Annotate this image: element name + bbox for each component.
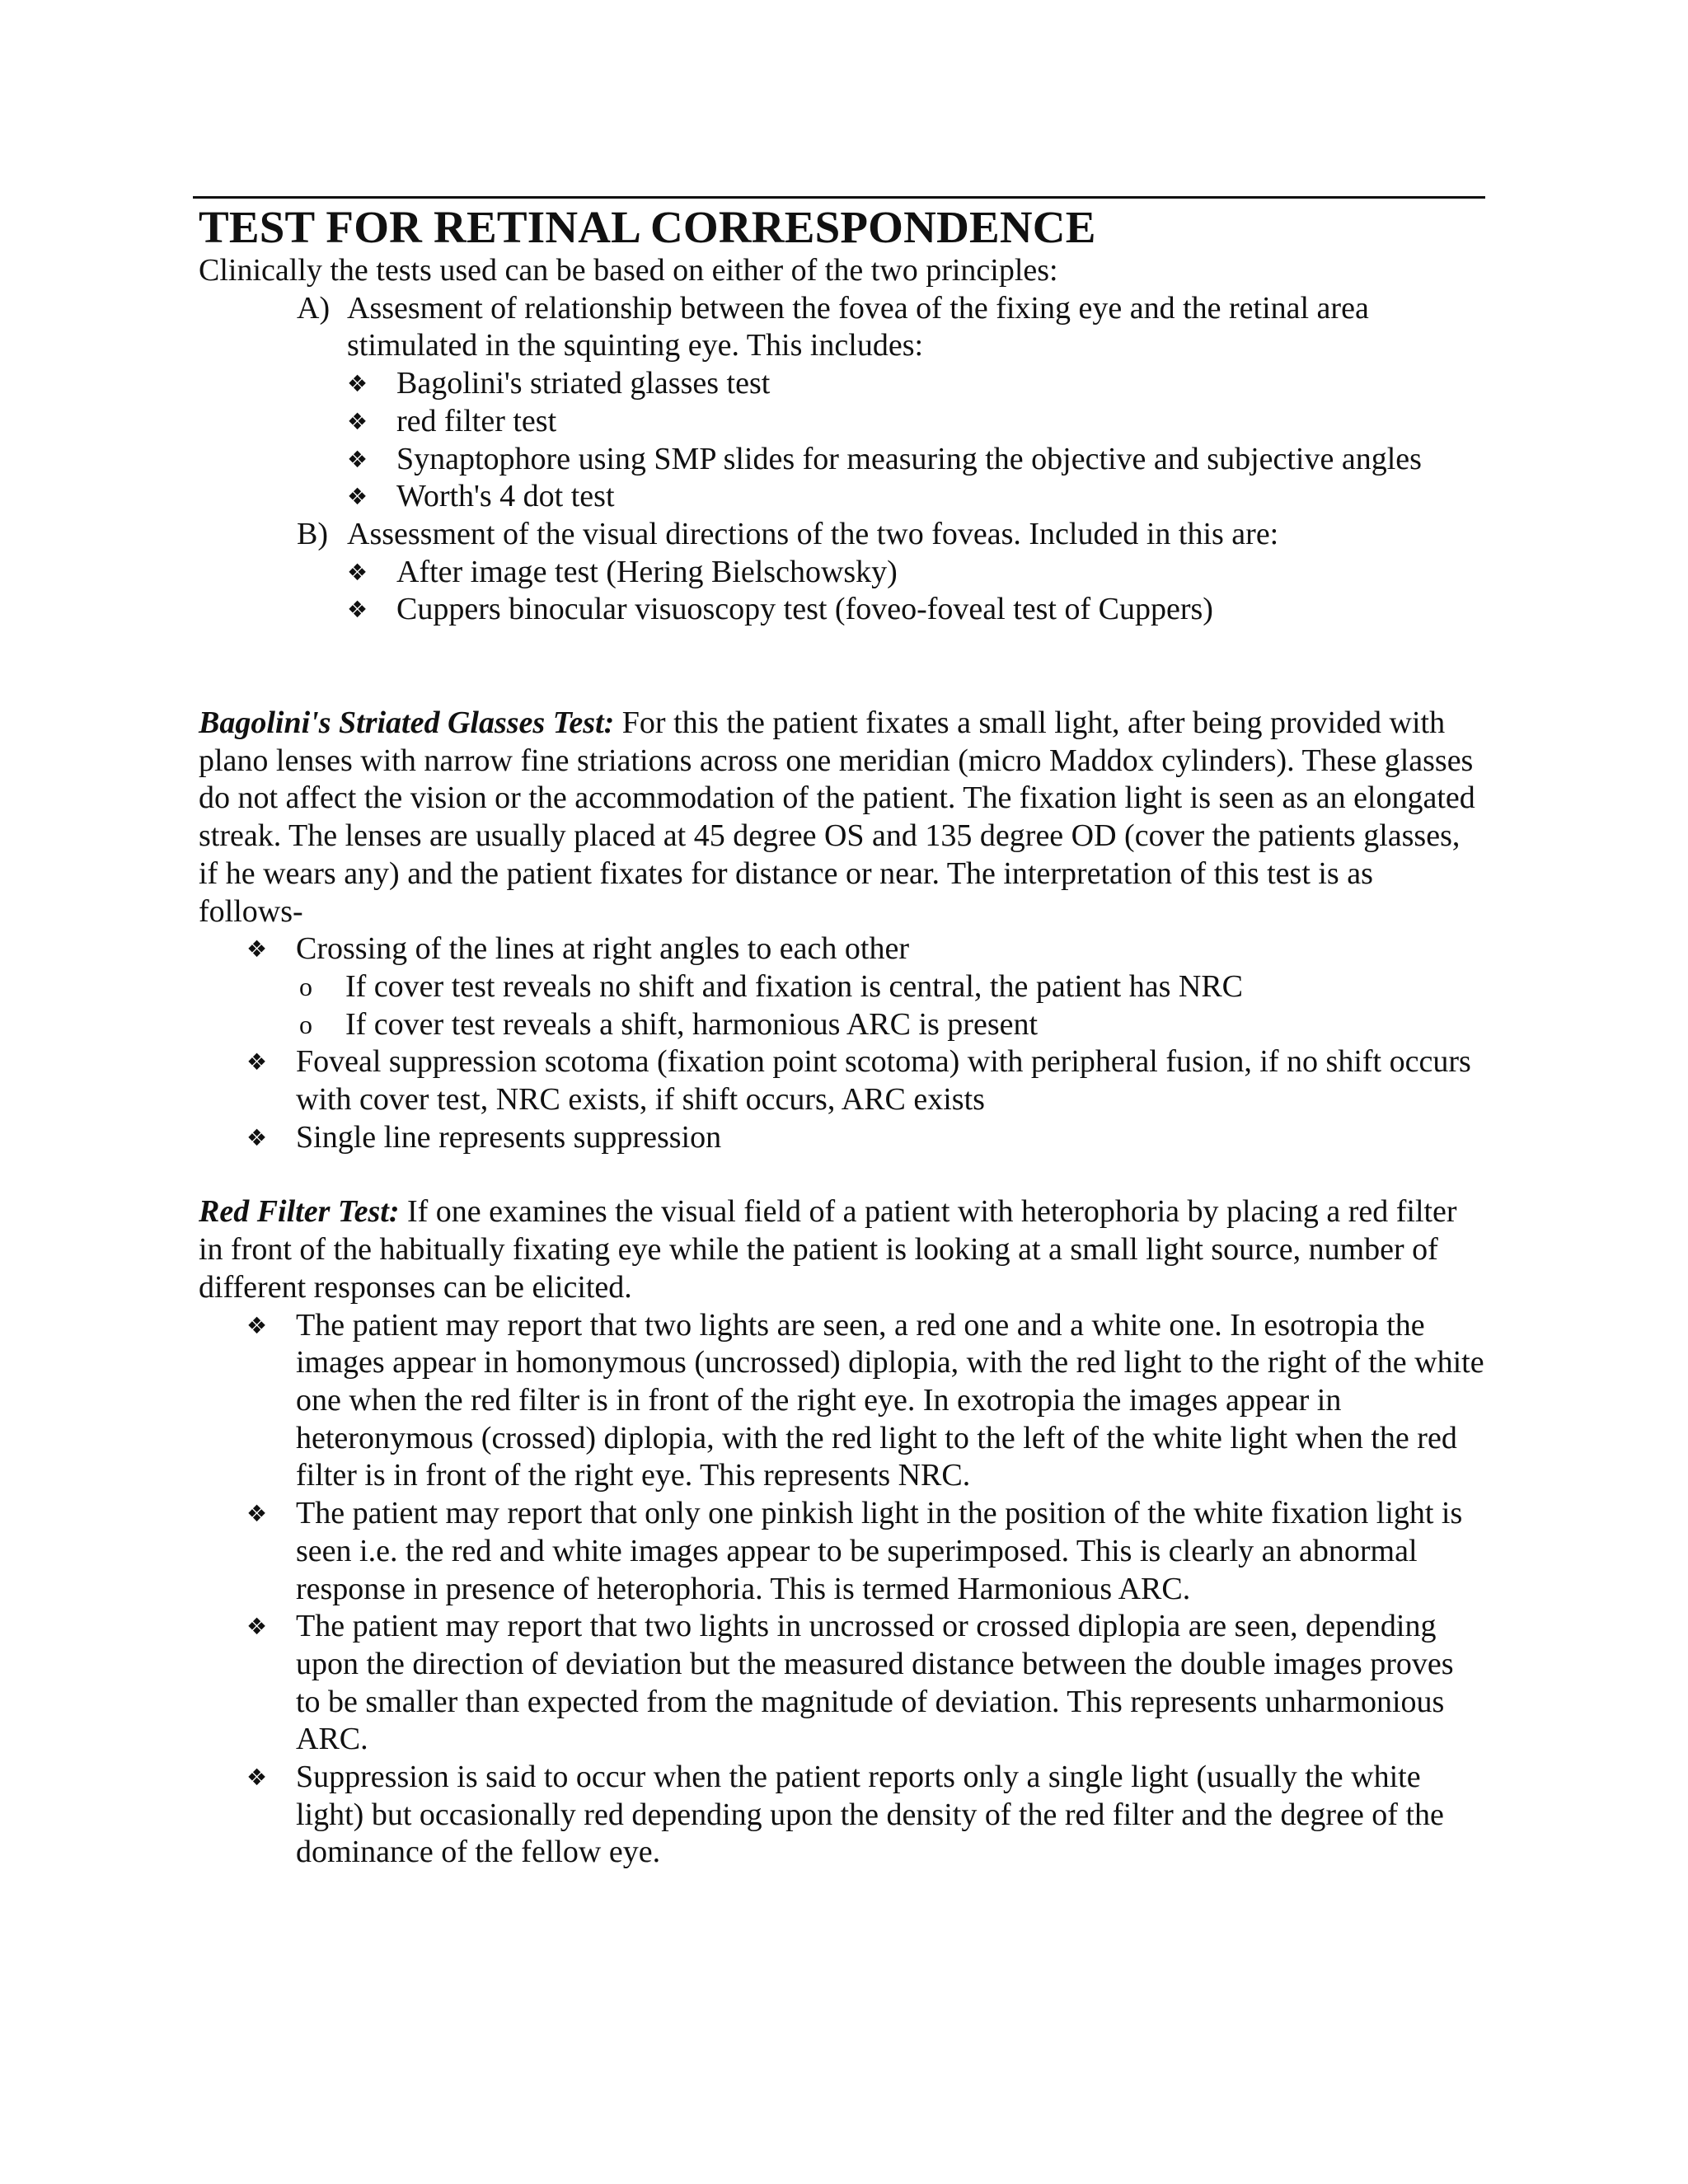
red-filter-heading: Red Filter Test: bbox=[199, 1194, 400, 1230]
list-item bbox=[246, 1608, 1485, 1759]
red-filter-paragraph bbox=[199, 1193, 1485, 1306]
sub-list-item bbox=[246, 968, 1485, 1006]
list-item bbox=[246, 1307, 1485, 1496]
list-item bbox=[246, 1043, 1485, 1118]
bagolini-interpretation-list bbox=[199, 930, 1485, 1156]
circle-bullet-icon: o bbox=[299, 1009, 312, 1039]
list-item bbox=[347, 591, 1485, 629]
document-page bbox=[199, 196, 1485, 1872]
list-item-text: Cuppers binocular visuoscopy test (foveo-foveal test of Cuppers) bbox=[396, 592, 1213, 627]
list-item-text: The patient may report that two lights are seen, a red one and a white one. In esotropia the images appear in homonymous (uncrossed) diplopia, with the red light to the right of the white one when the red filter is in front of the right eye. In exotropia the images appear in heteronymous (crossed) diplopia, with the red light to the left of the white light when the red filter is in front of the right eye. This represents NRC. bbox=[296, 1307, 1484, 1493]
list-item-text: The patient may report that two lights in uncrossed or crossed diplopia are seen, depending upon the direction of deviation but the measured distance between the double images proves to be smaller than expected from the magnitude of deviation. This represents unharmonious ARC. bbox=[296, 1609, 1454, 1757]
red-filter-responses-list bbox=[199, 1307, 1485, 1872]
diamond-bullet-icon: ❖ bbox=[347, 445, 368, 473]
list-item bbox=[246, 930, 1485, 1043]
principle-a-marker: A) bbox=[297, 290, 331, 326]
intro-text: Clinically the tests used can be based on either of the two principles: bbox=[199, 253, 1058, 288]
diamond-bullet-icon: ❖ bbox=[347, 407, 368, 435]
sub-list-item bbox=[246, 1006, 1485, 1044]
list-item bbox=[347, 403, 1485, 441]
list-item bbox=[347, 554, 1485, 592]
list-item bbox=[347, 441, 1485, 479]
diamond-bullet-icon: ❖ bbox=[347, 596, 368, 624]
principle-a-text: Assesment of relationship between the fovea of the fixing eye and the retinal area stimulated in the squinting eye. This includes: bbox=[347, 290, 1369, 363]
red-filter-text: If one examines the visual field of a patient with heterophoria by placing a red filter in front of the habitually fixating eye while the patient is looking at a small light source, number of different responses can be elicited. bbox=[199, 1194, 1457, 1305]
diamond-bullet-icon: ❖ bbox=[246, 1048, 268, 1076]
list-item bbox=[246, 1759, 1485, 1872]
bagolini-paragraph bbox=[199, 705, 1485, 930]
sub-list-item-text: If cover test reveals no shift and fixation is central, the patient has NRC bbox=[345, 968, 1244, 1004]
list-item-text: red filter test bbox=[396, 403, 557, 438]
list-item bbox=[246, 1119, 1485, 1157]
diamond-bullet-icon: ❖ bbox=[246, 1311, 268, 1339]
principles-list bbox=[199, 290, 1485, 629]
list-item-text: After image test (Hering Bielschowsky) bbox=[396, 554, 898, 589]
list-item-text: Bagolini's striated glasses test bbox=[396, 366, 771, 401]
principle-b bbox=[297, 516, 1485, 629]
list-item bbox=[347, 365, 1485, 403]
section-spacer bbox=[199, 1156, 1485, 1193]
diamond-bullet-icon: ❖ bbox=[246, 1764, 268, 1792]
list-item bbox=[246, 1495, 1485, 1608]
list-item-text: The patient may report that only one pinkish light in the position of the white fixation light is seen i.e. the red and white images appear to be superimposed. This is clearly an abnormal response in presence of heterophoria. This is termed Harmonious ARC. bbox=[296, 1496, 1463, 1606]
principle-b-text: Assessment of the visual directions of the two foveas. Included in this are: bbox=[347, 516, 1279, 551]
list-item-text: Synaptophore using SMP slides for measuring the objective and subjective angles bbox=[396, 441, 1422, 476]
principle-b-tests-list bbox=[347, 554, 1485, 629]
principle-a bbox=[297, 290, 1485, 516]
list-item-text: Crossing of the lines at right angles to each other bbox=[296, 931, 909, 967]
page-title: TEST FOR RETINAL CORRESPONDENCE bbox=[199, 202, 1096, 252]
diamond-bullet-icon: ❖ bbox=[347, 558, 368, 586]
list-item-text: Foveal suppression scotoma (fixation point scotoma) with peripheral fusion, if no shift occurs with cover test, NRC exists, if shift occurs, ARC exists bbox=[296, 1044, 1471, 1118]
bagolini-heading: Bagolini's Striated Glasses Test: bbox=[199, 705, 615, 741]
principle-b-marker: B) bbox=[297, 516, 328, 551]
sub-list-item-text: If cover test reveals a shift, harmonious ARC is present bbox=[345, 1006, 1039, 1042]
bagolini-text: For this the patient fixates a small light, after being provided with plano lenses with narrow fine striations across one meridian (micro Maddox cylinders). These glasses do not affect the vision or the accommodation of the patient. The fixation light is seen as an elongated streak. The lenses are usually placed at 45 degree OS and 135 degree OD (cover the patients glasses, if he wears any) and the patient fixates for distance or near. The interpretation of this test is as follows- bbox=[199, 705, 1475, 929]
diamond-bullet-icon: ❖ bbox=[246, 1500, 268, 1528]
diamond-bullet-icon: ❖ bbox=[347, 483, 368, 511]
diamond-bullet-icon: ❖ bbox=[246, 1123, 268, 1151]
list-item-text: Worth's 4 dot test bbox=[396, 479, 615, 514]
list-item bbox=[347, 478, 1485, 516]
circle-bullet-icon: o bbox=[299, 971, 312, 1001]
diamond-bullet-icon: ❖ bbox=[347, 370, 368, 398]
list-item-text: Single line represents suppression bbox=[296, 1119, 722, 1155]
list-item-text: Suppression is said to occur when the patient reports only a single light (usually the white light) but occasionally red depending upon the density of the red filter and the degree of the dominance of the fellow eye. bbox=[296, 1760, 1444, 1870]
principle-a-tests-list bbox=[347, 365, 1485, 516]
crossing-sub-list bbox=[246, 968, 1485, 1043]
section-spacer bbox=[199, 629, 1485, 705]
diamond-bullet-icon: ❖ bbox=[246, 935, 268, 963]
diamond-bullet-icon: ❖ bbox=[246, 1613, 268, 1641]
